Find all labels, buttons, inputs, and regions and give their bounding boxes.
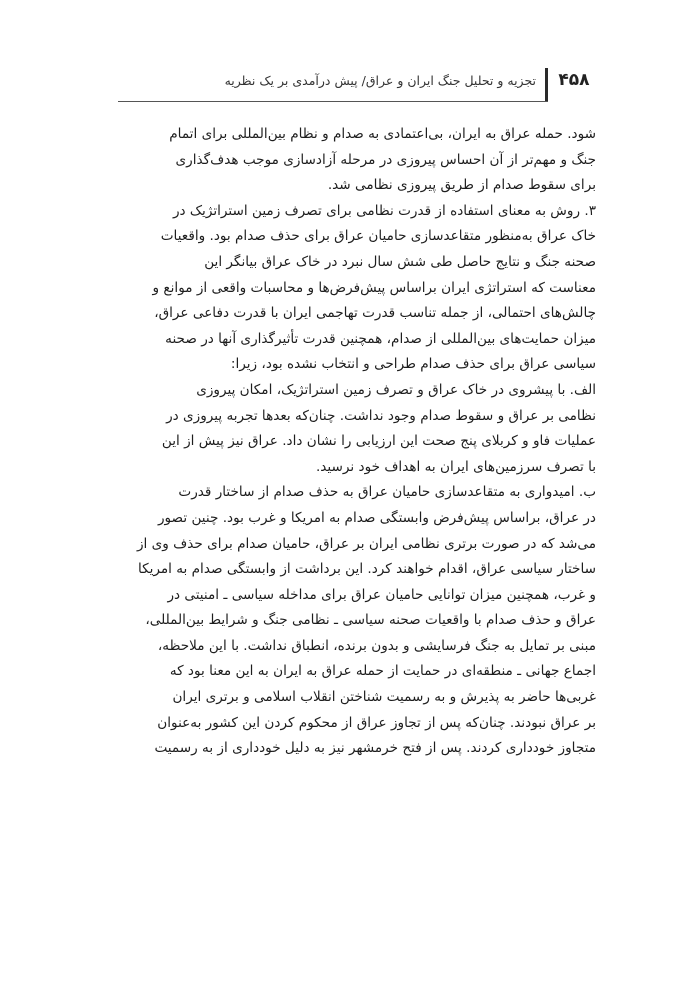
text-line: در عراق، براساس پیش‌فرض وابستگی صدام به امریکا و غرب بود. چنین تصور [157,509,596,526]
text-line: می‌شد که در صورت برتری نظامی ایران بر عراق، حامیان صدام برای حذف وی از [136,535,596,552]
text-line: چالش‌های احتمالی، از جمله تناسب قدرت تهاجمی ایران با قدرت دفاعی عراق، [154,305,596,322]
text-line: الف. با پیشروی در خاک عراق و تصرف زمین استراتژیک، امکان پیروزی [196,381,596,398]
text-line: مبنی بر تمایل به جنگ فرسایشی و بدون برنده، انطباق نداشت. با این ملاحظه، [157,637,596,654]
text-line: میزان حمایت‌های بین‌المللی از صدام، همچنین قدرت تأثیرگذاری آنها در صحنه [165,330,596,347]
text-line: شود. حمله عراق به ایران، بی‌اعتمادی به صدام و نظام بین‌المللی برای اتمام [169,126,596,142]
text-line: عراق و حذف صدام با واقعیات صحنه سیاسی ـ نظامی جنگ و شرایط بین‌المللی، [145,612,596,629]
text-line: بر عراق نبودند. چنان‌که پس از تجاوز عراق از محکوم کردن این کشور به‌عنوان [157,714,596,731]
header-vertical-rule [545,68,548,102]
text-line: ۳. روش به معنای استفاده از قدرت نظامی برای تصرف زمین استراتژیک در [172,202,596,219]
text-line: متجاوز خودداری کردند. پس از فتح خرمشهر نیز به دلیل خودداری از به رسمیت [154,740,596,757]
paragraph [118,199,596,378]
page-header [118,68,596,102]
text-line: سیاسی عراق برای حذف صدام طراحی و انتخاب نشده بود، زیرا: [230,356,596,373]
text-line: و غرب، همچنین میزان توانایی حامیان عراق برای مداخله سیاسی ـ امنیتی در [167,586,596,603]
header-horizontal-rule [118,101,548,102]
text-line: ساختار سیاسی عراق، اقدام خواهند کرد. این برداشت از وابستگی صدام به امریکا [137,561,596,578]
text-line: نظامی بر عراق و سقوط صدام وجود نداشت. چنان‌که بعدها تجربه پیروزی در [166,407,596,424]
text-line: ب. امیدواری به متقاعدسازی حامیان عراق به حذف صدام از ساختار قدرت [178,484,596,501]
body-text [118,122,596,762]
running-title: تجزیه و تحلیل جنگ ایران و عراق/ پیش درآمدی بر یک نظریه [224,73,536,88]
text-line: عملیات فاو و کربلای پنج صحت این ارزیابی را نشان داد. عراق نیز پیش از این [161,433,596,450]
text-line: برای سقوط صدام از طریق پیروزی نظامی شد. [327,177,596,194]
text-line: غربی‌ها حاضر به پذیرش و به رسمیت شناختن انقلاب اسلامی و برتری ایران [172,689,596,706]
paragraph [118,480,596,762]
text-line: معناست که استراتژی ایران براساس پیش‌فرض‌ها و محاسبات واقعی از موانع و [152,279,596,296]
paragraph [118,378,596,480]
text-line: خاک عراق به‌منظور متقاعدسازی حامیان عراق برای حذف صدام بود. واقعیات [160,228,596,245]
text-line: اجماع جهانی ـ منطقه‌ای در حمایت از حمله عراق به ایران به این معنا بود که [169,663,596,680]
page-number: ۴۵۸ [558,70,590,90]
paragraph [118,122,596,199]
text-line: جنگ و مهم‌تر از آن احساس پیروزی در مرحله آزادسازی موجب هدف‌گذاری [175,151,596,168]
text-line: صحنه جنگ و نتایج حاصل طی شش سال نبرد در خاک عراق بیانگر این [204,253,596,270]
text-line: با تصرف سرزمین‌های ایران به اهداف خود نرسید. [315,458,596,475]
